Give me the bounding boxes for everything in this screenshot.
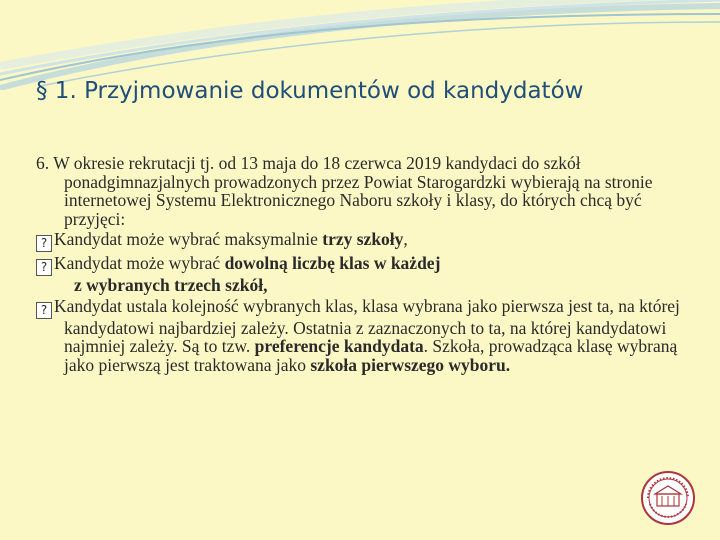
slide-title: § 1. Przyjmowanie dokumentów od kandydatów xyxy=(36,78,584,104)
bullet-text-cont: . Szkoła, prowadząca klasę wybraną jako pierwszą jest traktowana jako xyxy=(64,336,678,375)
slide-body xyxy=(36,154,686,374)
paragraph-text-cont: kandydaci do szkół ponadgimnazjalnych prowadzonych przez Powiat Starogardzki wybierają na stronie internetowej Systemu Elektronicznego Naboru szkoły i klasy, do których chcą być przyjęci: xyxy=(64,153,653,229)
bullet-item-2 xyxy=(36,254,686,295)
bullet-text: Kandydat może wybrać maksymalnie xyxy=(54,229,318,249)
bullet-text: Kandydat ustala kolejność wybranych klas, klasa wybrana jako pierwsza jest ta, na której kandydatowi najbardziej zależy. Ostatnia z zaznaczonych to ta, na której kandydatowi najmniej zależy. Są to tzw. xyxy=(54,295,680,356)
bullet-emphasis-end: szkoła pierwszego wyboru. xyxy=(310,354,511,375)
bullet-icon: ? xyxy=(36,259,52,276)
bullet-emphasis: preferencje kandydata xyxy=(254,336,424,356)
bullet-icon: ? xyxy=(36,235,52,252)
bullet-icon: ? xyxy=(36,302,52,319)
bullet-emphasis: trzy szkoły xyxy=(322,229,404,249)
bullet-text: Kandydat może wybrać xyxy=(54,253,221,273)
paragraph-text: W okresie rekrutacji tj. xyxy=(53,153,215,173)
school-seal-logo xyxy=(640,470,696,526)
paragraph-number: 6. xyxy=(36,153,50,173)
bullet-emphasis-cont: z wybranych trzech szkół, xyxy=(74,275,268,295)
paragraph-6 xyxy=(36,154,686,228)
bullet-item-3 xyxy=(36,297,686,375)
bullet-item-1 xyxy=(36,230,686,252)
date-range: od 13 maja do 18 czerwca 2019 xyxy=(218,153,442,173)
bullet-emphasis: dowolną liczbę klas w każdej xyxy=(224,253,441,273)
bullet-text-end: , xyxy=(403,229,408,249)
